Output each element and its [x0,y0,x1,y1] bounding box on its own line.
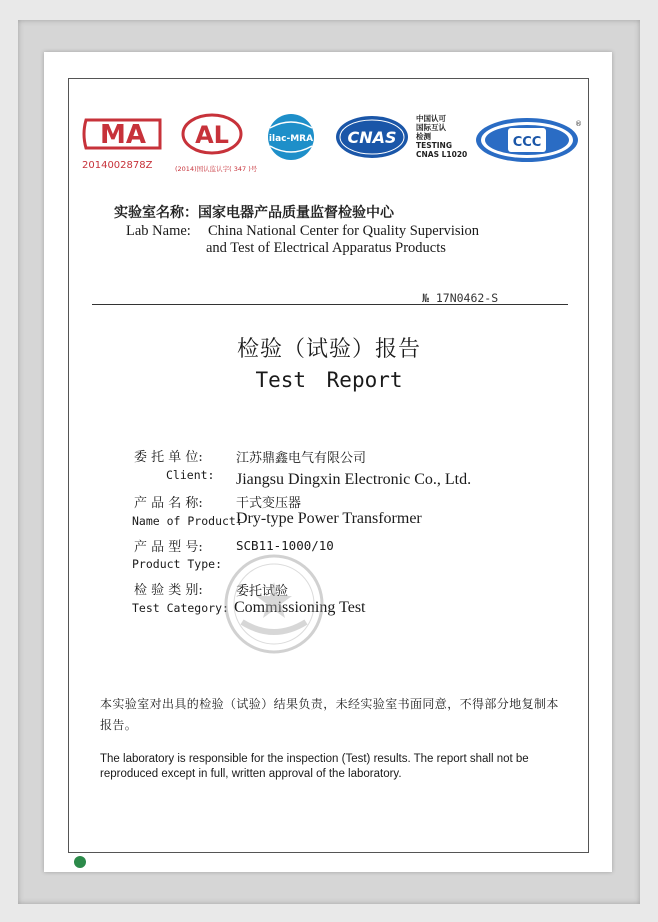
cal-cert-number: (2014)国认监认字( 347 )号 [175,165,258,173]
report-title-en: Test Report [255,368,403,392]
cnas-logo-icon [334,114,410,160]
type-value: SCB11-1000/10 [236,538,334,553]
corner-mark-icon [74,856,86,868]
ilac-logo-text: ilac-MRA [268,134,314,144]
lab-name-cn [114,202,394,222]
client-value-cn: 江苏鼎鑫电气有限公司 [236,451,367,466]
client-value-en: Jiangsu Dingxin Electronic Co., Ltd. [236,471,472,488]
cnas-logo-text: CNAS [347,128,397,147]
lab-name-en-line1: China National Center for Quality Supervision [208,223,480,239]
lab-name-en-line2: and Test of Electrical Apparatus Products [206,240,446,256]
ilac-mra-logo-icon [260,112,322,162]
cnas-line-4: TESTING [416,141,452,150]
cma-cert-number: 2014002878Z [82,160,153,171]
category-label-en: Test Category: [132,601,229,615]
product-value-cn: 干式变压器 [236,496,302,511]
cnas-line-2: 国际互认 [416,123,446,132]
svg-text:®: ® [575,120,582,128]
client-label-en: Client: [166,468,215,482]
disclaimer-en: The laboratory is responsible for the inspection (Test) results. The report shall not be reproduced except in full, written approval of the laboratory. [100,753,529,780]
cma-logo-text: MA [100,120,146,150]
product-label-en: Name of Product: [132,514,243,528]
type-label-cn: 产 品 型 号: [134,540,203,555]
category-value-en: Commissioning Test [234,599,366,616]
official-seal-icon [222,552,326,656]
certification-logos [82,112,582,172]
ccc-logo-text: CCC [512,135,542,150]
cal-logo-text: AL [195,121,229,149]
category-label-cn: 检 验 类 别: [134,583,203,598]
cnas-line-5: CNAS L1020 [416,150,468,159]
disclaimer-cn: 本实验室对出具的检验（试验）结果负责，未经实验室书面同意，不得部分地复制本报告。 [100,697,559,732]
cnas-line-1: 中国认可 [416,114,446,123]
lab-name-en-label: Lab Name: [126,223,191,239]
product-label-cn: 产 品 名 称: [134,496,203,511]
client-label-cn: 委 托 单 位: [134,450,203,465]
type-label-en: Product Type: [132,557,223,571]
cma-logo-icon [82,112,164,156]
report-number: № 17N0462-S [422,291,499,305]
lab-name-cn-label: 实验室名称： [114,205,198,221]
ccc-logo-icon [474,116,580,164]
cnas-line-3: 检测 [416,132,431,141]
product-value-en: Dry-type Power Transformer [236,510,422,527]
lab-name-cn-value: 国家电器产品质量监督检验中心 [198,205,394,221]
divider-line [92,304,568,305]
cal-logo-icon [180,112,244,156]
report-title-cn: 检验（试验）报告 [236,337,421,362]
category-value-cn: 委托试验 [236,584,289,599]
